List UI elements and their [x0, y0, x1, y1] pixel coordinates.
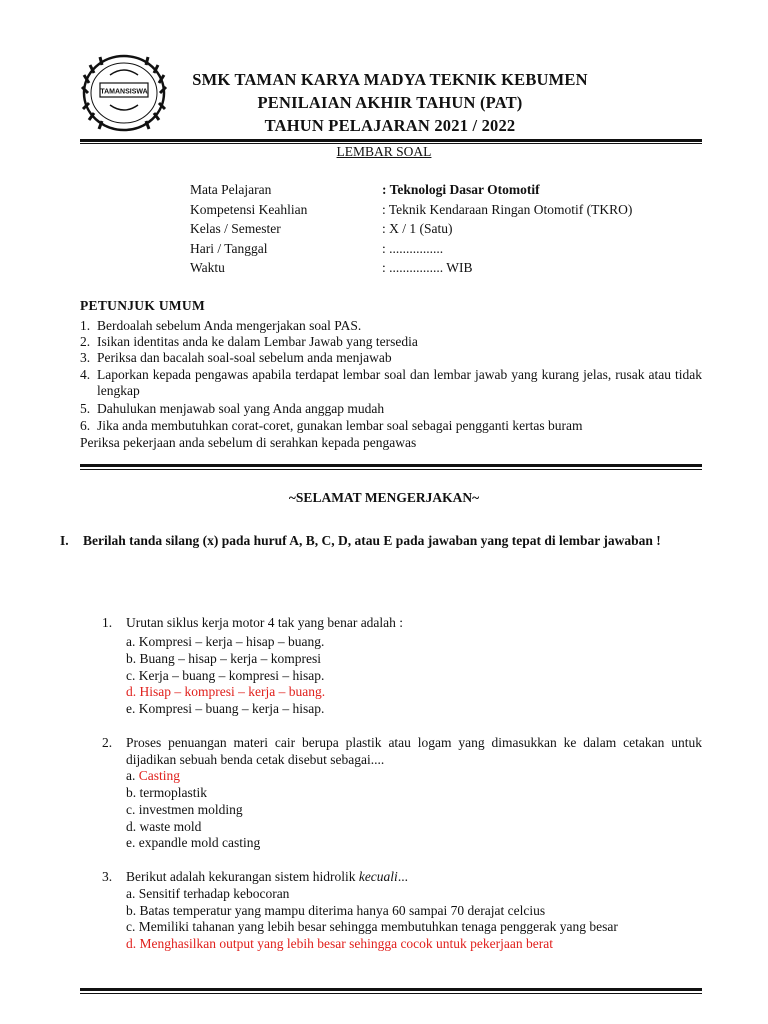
instruction-number: 1.: [80, 318, 91, 333]
identity-label: Kelas / Semester: [190, 221, 281, 236]
instruction-number: 3.: [80, 350, 91, 365]
identity-value: : X / 1 (Satu): [382, 221, 453, 236]
instruction-number: 2.: [80, 334, 91, 349]
instruction-text: Laporkan kepada pengawas apabila terdapat lembar soal dan lembar jawab yang kurang jelas, rusak atau tidak lengkap: [97, 367, 702, 398]
section-text: Berilah tanda silang (x) pada huruf A, B, C, D, atau E pada jawaban yang tepat di lembar jawaban !: [83, 533, 661, 548]
instruction-closing: Periksa pekerjaan anda sebelum di serahkan kepada pengawas: [80, 435, 417, 450]
identity-label: Waktu: [190, 260, 225, 275]
question-text: Proses penuangan materi cair berupa plastik atau logam yang dimasukkan ke dalam cetakan untuk dijadikan sebuah benda cetak disebut sebagai....: [126, 735, 702, 767]
logo-text: TAMANSISWA: [100, 88, 148, 96]
option-c: c. Memiliki tahanan yang lebih besar sehingga membutuhkan tenaga penggerak yang besar: [126, 919, 618, 934]
greeting: ~SELAMAT MENGERJAKAN~: [288, 490, 480, 505]
instruction-number: 4.: [80, 367, 91, 382]
instruction-text: Dahulukan menjawab soal yang Anda anggap mudah: [97, 401, 385, 416]
instruction-text: Isikan identitas anda ke dalam Lembar Jawab yang tersedia: [97, 334, 418, 349]
instruction-number: 5.: [80, 401, 91, 416]
section-number: I.: [60, 533, 69, 548]
option-e: e. Kompresi – buang – kerja – hisap.: [126, 701, 325, 716]
question-2: [102, 735, 702, 769]
option-c: c. investmen molding: [126, 802, 243, 817]
option-e: e. expandle mold casting: [126, 835, 261, 850]
question-3: [102, 869, 702, 886]
instruction-text: Berdoalah sebelum Anda mengerjakan soal PAS.: [97, 318, 362, 333]
option-prefix: a.: [126, 768, 139, 783]
question-number: 1.: [102, 615, 113, 630]
question-number: 2.: [102, 735, 113, 750]
sheet-title: LEMBAR SOAL: [336, 144, 432, 159]
instruction-item: [80, 418, 702, 434]
instruction-text: Periksa dan bacalah soal-soal sebelum anda menjawab: [97, 350, 392, 365]
question-text-start: Berikut adalah kekurangan sistem hidrolik: [126, 869, 359, 884]
instruction-item: [80, 350, 702, 366]
identity-value: : Teknik Kendaraan Ringan Otomotif (TKRO): [382, 202, 633, 217]
option-b: b. termoplastik: [126, 785, 207, 800]
section-instruction: [60, 531, 702, 571]
instructions-title: PETUNJUK UMUM: [80, 298, 206, 313]
question-text: [126, 869, 702, 886]
option-d: d. waste mold: [126, 819, 202, 834]
section-divider-thick: [80, 464, 702, 467]
footer-divider-thin: [80, 993, 702, 994]
question-number: 3.: [102, 869, 113, 884]
option-d-answer: d. Hisap – kompresi – kerja – buang.: [126, 684, 326, 699]
question-text: Urutan siklus kerja motor 4 tak yang benar adalah :: [126, 615, 404, 630]
question-text-end: ...: [397, 869, 408, 884]
instruction-item: [80, 318, 702, 334]
option-a: a. Sensitif terhadap kebocoran: [126, 886, 290, 901]
identity-label: Kompetensi Keahlian: [190, 202, 308, 217]
instruction-item: [80, 367, 702, 399]
instruction-number: 6.: [80, 418, 91, 433]
instruction-text: Jika anda membutuhkan corat-coret, gunakan lembar soal sebagai pengganti kertas buram: [97, 418, 583, 433]
identity-value: : ................ WIB: [382, 260, 473, 275]
instruction-item: [80, 401, 702, 417]
identity-value: : ................: [382, 241, 444, 256]
exam-name: PENILAIAN AKHIR TAHUN (PAT): [257, 93, 523, 112]
school-name: SMK TAMAN KARYA MADYA TEKNIK KEBUMEN: [192, 70, 588, 89]
school-logo: [80, 53, 168, 133]
identity-value: : Teknologi Dasar Otomotif: [382, 182, 540, 197]
identity-label: Hari / Tanggal: [190, 241, 268, 256]
instruction-item: [80, 334, 702, 350]
option-d-answer: d. Menghasilkan output yang lebih besar sehingga cocok untuk pekerjaan berat: [126, 936, 553, 951]
option-b: b. Batas temperatur yang mampu diterima hanya 60 sampai 70 derajat celcius: [126, 903, 546, 918]
identity-label: Mata Pelajaran: [190, 182, 272, 197]
option-a: [126, 768, 180, 784]
header-divider-thick: [80, 139, 702, 142]
question-1: [102, 615, 702, 632]
option-b: b. Buang – hisap – kerja – kompresi: [126, 651, 321, 666]
option-c: c. Kerja – buang – kompresi – hisap.: [126, 668, 325, 683]
section-divider-thin: [80, 469, 702, 470]
footer-divider-thick: [80, 988, 702, 991]
academic-year: TAHUN PELAJARAN 2021 / 2022: [264, 116, 516, 135]
option-a: a. Kompresi – kerja – hisap – buang.: [126, 634, 325, 649]
question-text-emphasis: kecuali: [358, 869, 398, 884]
option-a-answer: Casting: [138, 768, 181, 783]
